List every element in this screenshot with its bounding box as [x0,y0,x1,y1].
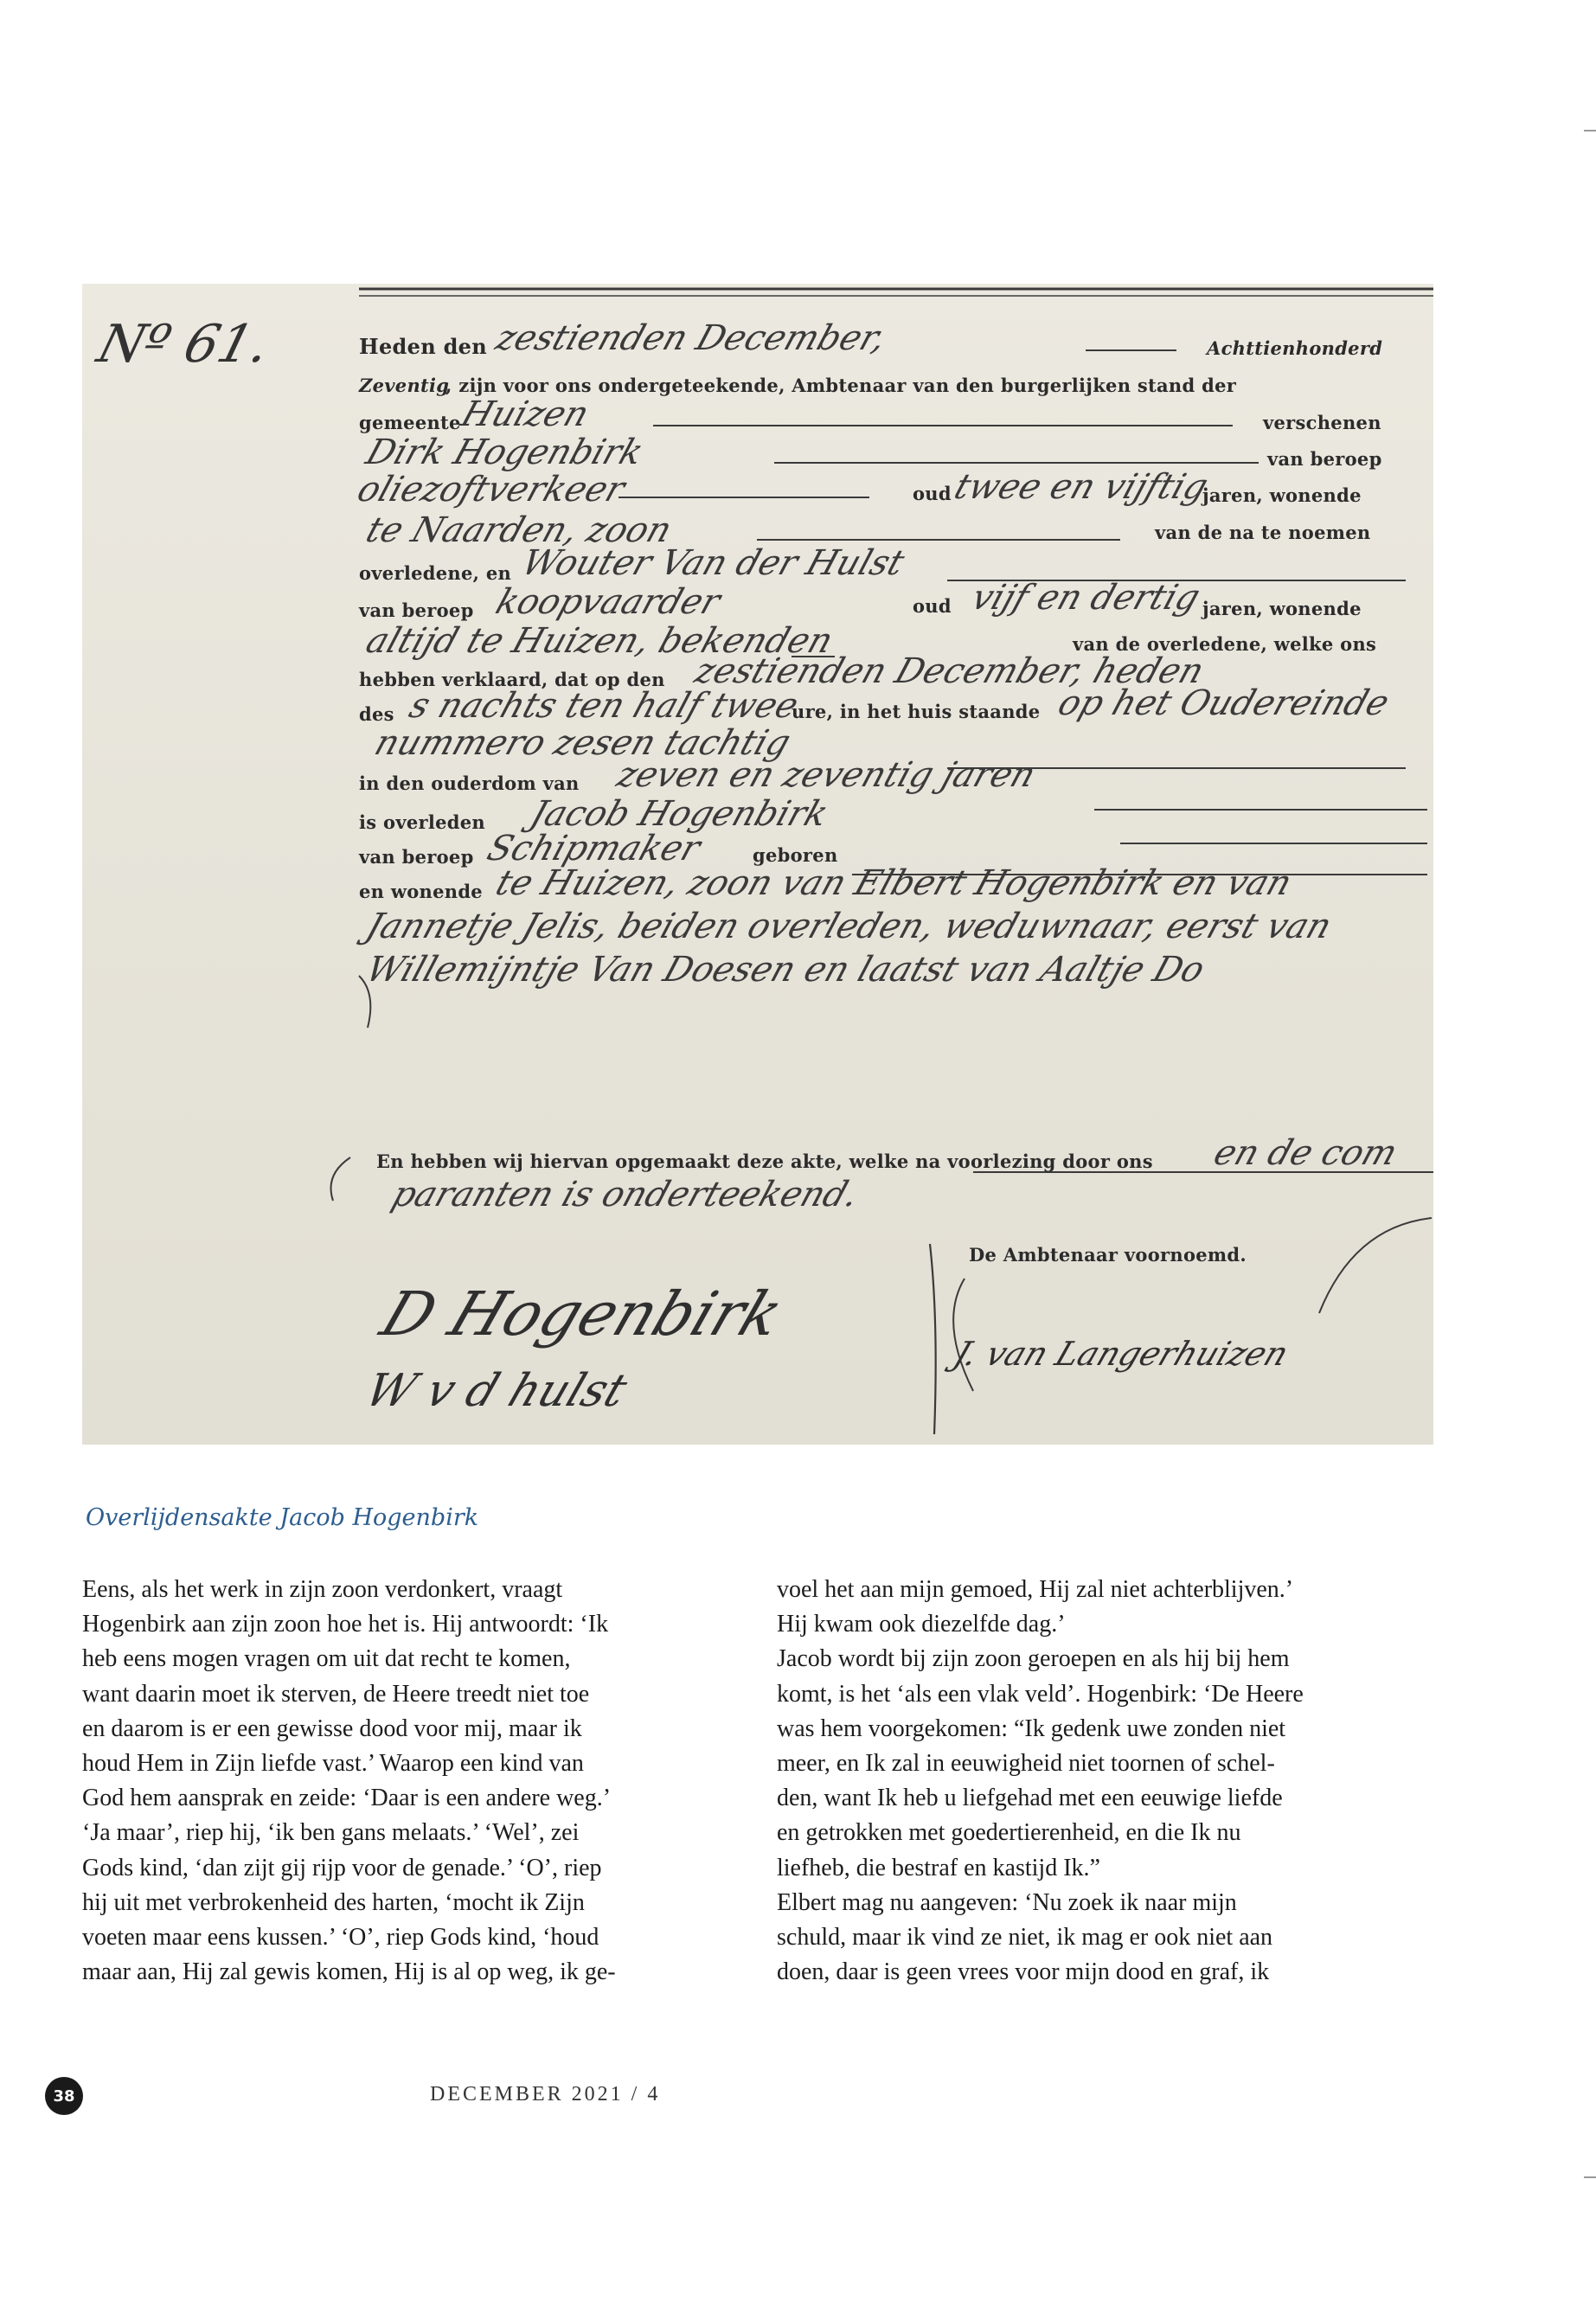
left-line: en daarom is er een gewisse dood voor mij, maar ik [82,1715,582,1742]
death-certificate-scan [82,284,1433,1445]
hand-job-deceased: Schipmaker [482,829,706,868]
right-line: voel het aan mijn gemoed, Hij zal niet achterblijven.’ [777,1576,1294,1603]
printed-verschenen: verschenen [1263,412,1381,433]
left-line: Hogenbirk aan zijn zoon hoe het is. Hij antwoordt: ‘Ik [82,1611,609,1638]
page-number-badge: 38 [45,2077,83,2115]
printed-ure-in-het-huis: ure, in het huis staande [792,701,1041,722]
hand-house: op het Oudereinde [1053,683,1394,723]
left-line: want daarin moet ik sterven, de Heere treedt niet toe [82,1680,590,1708]
printed-van-beroep-2: van beroep [359,599,474,621]
right-line: liefheb, die bestraf en kastijd Ik.” [777,1854,1100,1881]
right-line: schuld, maar ik vind ze niet, ik mag er ook niet aan [777,1924,1273,1952]
hand-line17: Jannetje Jelis, beiden overleden, weduwnaar, eerst van [361,907,1337,946]
left-line: Gods kind, ‘dan zijt gij rijp voor de genade.’ ‘O’, riep [82,1854,602,1881]
left-column [82,1573,748,1990]
left-line: God hem aansprak en zeide: ‘Daar is een andere weg.’ [82,1785,612,1812]
printed-van-de-na-te-noemen: van de na te noemen [1155,522,1371,543]
printed-gemeente: gemeente [359,412,461,433]
hand-house-number: nummero zesen tachtig [369,723,796,763]
left-line: Eens, als het werk in zijn zoon verdonkert, vraagt [82,1576,563,1603]
right-line: meer, en Ik zal in eeuwigheid niet toornen of schel- [777,1750,1275,1778]
right-line: Hij kwam ook diezelfde dag.’ [777,1611,1066,1638]
left-line: hij uit met verbrokenheid des harten, ‘mocht ik Zijn [82,1888,585,1916]
printed-jaren-wonende-2: jaren, wonende [1202,598,1362,619]
crop-mark-top [1584,130,1596,131]
hand-death-date: zestienden December, heden [689,651,1209,691]
printed-hebben-verklaard: hebben verklaard, dat op den [359,669,665,690]
printed-oud-1: oud [913,483,952,504]
hand-age1: twee en vijftig [949,467,1214,507]
left-line: maar aan, Hij zal gewis komen, Hij is al op weg, ik ge- [82,1958,616,1986]
hand-residence2: altijd te Huizen, bekenden [361,621,838,661]
signature-dirk-hogenbirk: D Hogenbirk [372,1279,792,1349]
right-line: doen, daar is geen vrees voor mijn dood en graf, ik [777,1958,1270,1986]
hand-job2: koopvaarder [490,582,726,622]
printed-achttienhonderd: Achttienhonderd [1207,337,1383,359]
signature-van-der-hulst: W v d hulst [358,1365,634,1417]
left-line: voeten maar eens kussen.’ ‘O’, riep Gods kind, ‘houd [82,1924,599,1952]
right-line: en getrokken met goedertierenheid, en die Ik nu [777,1819,1241,1847]
printed-ouderdom: in den ouderdom van [359,772,580,794]
hand-line16: te Huizen, zoon van Elbert Hogenbirk en van [490,863,1297,903]
right-line: Elbert mag nu aangeven: ‘Nu zoek ik naar mijn [777,1888,1237,1916]
hand-time: s nachts ten half twee [404,686,804,726]
right-line: was hem voorgekomen: “Ik gedenk uwe zonden niet [777,1715,1286,1742]
printed-zeventig: Zeventig [359,375,450,396]
printed-en-wonende: en wonende [359,881,483,902]
signature-official: J. van Langerhuizen [948,1335,1294,1373]
left-line: heb eens mogen vragen om uit dat recht te komen, [82,1645,571,1673]
hand-age-deceased: zeven en zeventig jaren [612,755,1041,795]
hand-deceased: Jacob Hogenbirk [525,794,833,834]
printed-closing: En hebben wij hiervan opgemaakt deze akte, welke na voorlezing door ons [376,1150,1153,1172]
printed-oud-2: oud [913,595,952,617]
printed-van-de-overledene: van de overledene, welke ons [1073,633,1377,655]
printed-des: des [359,703,394,725]
right-line: den, want Ik heb u liefgehad met een eeuwige liefde [777,1785,1283,1812]
hand-closing-b: paranten is onderteekend. [387,1175,864,1215]
hand-date: zestienden December, [490,318,892,358]
hand-age2: vijf en dertig [966,578,1205,618]
hand-residence1: te Naarden, zoon [361,510,677,550]
left-line: houd Hem in Zijn liefde vast.’ Waarop een kind van [82,1750,584,1778]
hand-witness2: Wouter Van der Hulst [516,543,909,583]
right-column [777,1573,1443,1990]
hand-place: Huizen [456,394,594,434]
hand-job1: oliezoftverkeer [352,470,630,510]
hand-witness1: Dirk Hogenbirk [361,433,649,472]
printed-jaren-wonende-1: jaren, wonende [1202,484,1362,506]
printed-official: De Ambtenaar voornoemd. [969,1244,1247,1266]
printed-heden: Heden den [359,334,488,359]
printed-van-beroep: van beroep [1267,448,1382,470]
printed-van-beroep-3: van beroep [359,846,474,868]
figure-caption: Overlijdensakte Jacob Hogenbirk [86,1504,479,1531]
act-number: Nº 61. [91,314,277,375]
hand-line18: Willemijntje Van Doesen en laatst van Aaltje Do [361,950,1210,990]
crop-mark-bottom [1584,2176,1596,2178]
printed-overledene-en: overledene, en [359,562,512,584]
left-line: ‘Ja maar’, riep hij, ‘ik ben gans melaats.’ ‘Wel’, zei [82,1819,580,1847]
right-line: komt, is het ‘als een vlak veld’. Hogenbirk: ‘De Heere [777,1680,1304,1708]
printed-geboren: geboren [753,844,838,866]
hand-closing-a: en de com [1208,1133,1403,1173]
printed-is-overleden: is overleden [359,811,485,833]
printed-line2: , zijn voor ons ondergeteekende, Ambtenaar van den burgerlijken stand der [445,375,1237,396]
right-line: Jacob wordt bij zijn zoon geroepen en als hij bij hem [777,1645,1290,1673]
issue-label: DECEMBER 2021 / 4 [430,2083,661,2106]
